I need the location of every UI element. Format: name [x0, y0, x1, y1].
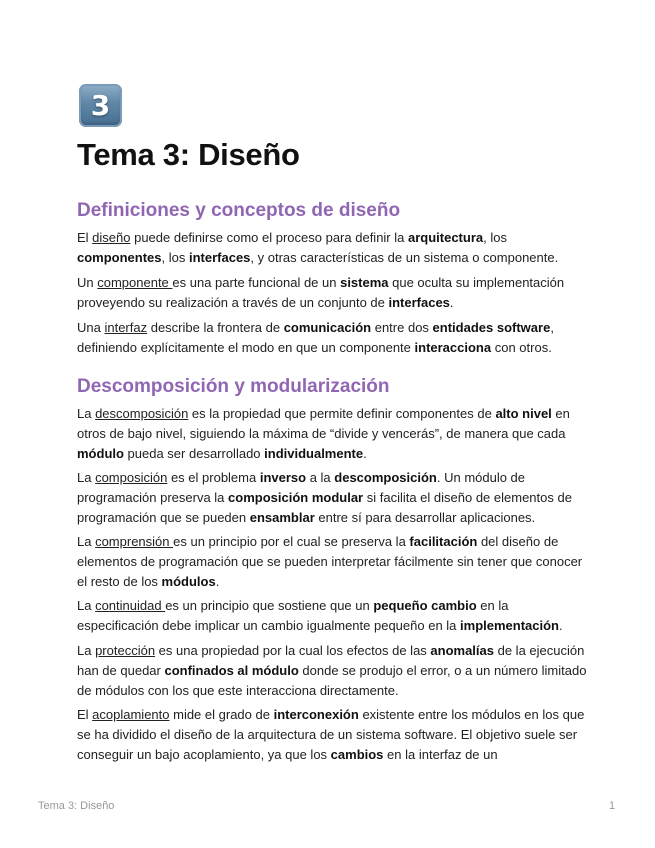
footer-page-number: 1	[609, 800, 616, 812]
paragraph-interfaz: Una interfaz describe la frontera de comunicación entre dos entidades software, definiendo explícitamente el modo en que un componente interacciona con otros.	[77, 320, 554, 355]
term-diseno: diseño	[92, 230, 131, 245]
term-continuidad: continuidad	[95, 598, 166, 613]
term-proteccion: protección	[95, 643, 156, 658]
section-heading-descomposicion: Descomposición y modularización	[77, 376, 390, 397]
keycap-digit: 3	[90, 88, 111, 122]
term-acoplamiento: acoplamiento	[92, 707, 170, 722]
paragraph-composicion: La composición es el problema inverso a la descomposición. Un módulo de programación preserva la composición modular si facilita el diseño de elementos de programación que se pueden ensamblar entre sí para desarrollar aplicaciones.	[77, 470, 572, 525]
term-interfaz: interfaz	[104, 320, 148, 335]
paragraph-acoplamiento: El acoplamiento mide el grado de interconexión existente entre los módulos en los que se ha dividido el diseño de la arquitectura de un sistema software. El objetivo suele ser conseguir un bajo acoplamiento, ya que los cambios en la interfaz de un	[77, 707, 585, 762]
page-title: Tema 3: Diseño	[77, 137, 300, 172]
term-componente: componente	[97, 275, 173, 290]
paragraph-proteccion: La protección es una propiedad por la cual los efectos de las anomalías de la ejecución han de quedar confinados al módulo donde se produjo el error, o a un número limitado de módulos con los que este interacciona directamente.	[77, 643, 587, 698]
paragraph-comprension: La comprensión es un principio por el cual se preserva la facilitación del diseño de elementos de programación que se pueden interpretar fácilmente sin tener que conocer el resto de los módulos.	[77, 534, 583, 589]
section-heading-definiciones: Definiciones y conceptos de diseño	[77, 200, 401, 221]
footer-document-title: Tema 3: Diseño	[38, 800, 115, 812]
paragraph-componente: Un componente es una parte funcional de un sistema que oculta su implementación proveyendo su realización a través de un conjunto de interfaces.	[77, 275, 565, 310]
paragraph-diseno: El diseño puede definirse como el proceso para definir la arquitectura, los componentes, los interfaces, y otras características de un sistema o componente.	[77, 230, 559, 265]
keycap-three-icon	[79, 84, 122, 127]
term-comprension: comprensión	[95, 534, 174, 549]
term-descomposicion: descomposición	[95, 406, 189, 421]
paragraph-continuidad: La continuidad es un principio que sostiene que un pequeño cambio en la especificación debe implicar un cambio igualmente pequeño en la implementación.	[77, 598, 563, 633]
term-composicion: composición	[95, 470, 168, 485]
paragraph-descomposicion: La descomposición es la propiedad que permite definir componentes de alto nivel en otros de bajo nivel, siguiendo la máxima de “divide y vencerás”, de manera que cada módulo pueda ser desarrollado individualmente.	[77, 406, 570, 461]
